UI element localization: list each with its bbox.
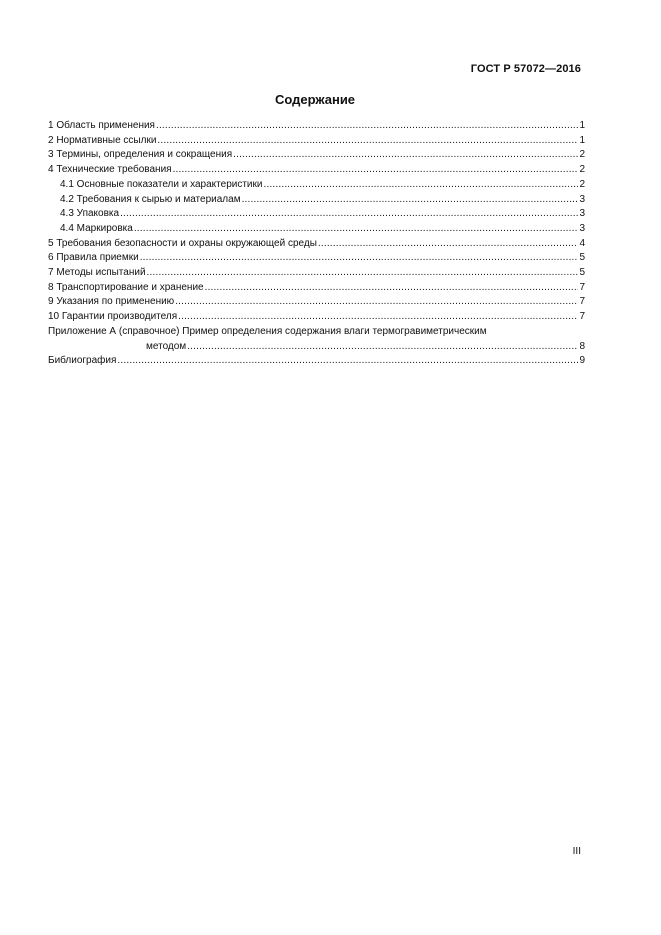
toc-entry-label: 8 Транспортирование и хранение [48,281,204,293]
toc-entry-label: 1 Область применения [48,120,155,131]
toc-entry-label: 4 Технические требования [48,164,172,176]
toc-bibliography-entry[interactable] [48,354,585,369]
toc-entry-label: 7 Методы испытаний [48,267,146,279]
toc-leader-dots [157,134,578,146]
toc-entry-label: 3 Термины, определения и сокращения [48,149,233,161]
toc-leader-dots [120,207,578,219]
toc-entry-label: 10 Гарантии производителя [48,311,178,323]
toc-entry-page: 8 [579,340,585,352]
toc-entry[interactable] [48,281,585,296]
toc-entry[interactable] [48,251,585,266]
toc-entry-page: 2 [579,149,585,161]
toc-entry-page: 1 [579,134,585,146]
toc-appendix-label-continued: методом [146,340,187,352]
toc-entry[interactable] [48,148,585,163]
document-code: ГОСТ Р 57072—2016 [470,63,581,75]
toc-entry[interactable] [48,295,585,310]
toc-entry-label: 6 Правила приемки [48,252,139,264]
toc-entry-label: 4.3 Упаковка [60,208,120,220]
toc-leader-dots [242,193,579,205]
toc-entry-page: 3 [579,222,585,234]
toc-subentry[interactable] [48,222,585,237]
toc-title: Содержание [274,92,356,107]
toc-entry-page: 5 [579,252,585,264]
toc-entry-page: 7 [579,296,585,308]
toc-appendix-continuation[interactable] [48,340,585,355]
page-number: III [572,846,581,857]
toc-entry[interactable] [48,134,585,149]
toc-leader-dots [175,295,578,307]
toc-leader-dots [178,310,578,322]
toc-entry[interactable] [48,163,585,178]
toc-entry-label: 5 Требования безопасности и охраны окружающей среды [48,237,317,249]
toc-subentry[interactable] [48,178,585,193]
toc-entry-page: 3 [579,193,585,205]
toc-entry[interactable] [48,310,585,325]
toc-appendix-entry[interactable] [48,325,585,340]
toc-entry-page: 2 [579,178,585,190]
toc-entry-page: 7 [579,281,585,293]
toc-appendix-label: Приложение А (справочное) Пример определения содержания влаги термогравиметрическим [48,325,487,337]
toc-leader-dots [140,251,579,263]
toc-entry-label: Библиография [48,355,117,367]
toc-entry-page: 9 [579,355,585,367]
toc-entry-label: 4.1 Основные показатели и характеристики [60,178,263,190]
toc-leader-dots [233,148,578,160]
toc-entry[interactable] [48,266,585,281]
toc-subentry[interactable] [48,193,585,208]
toc-leader-dots [156,119,578,131]
toc-entry-label: 4.2 Требования к сырью и материалам [60,193,241,205]
toc-leader-dots [205,281,579,293]
toc-leader-dots [187,340,578,352]
toc-subentry[interactable] [48,207,585,222]
toc-entry-page: 5 [579,267,585,279]
toc-entry-page: 4 [579,237,585,249]
toc-leader-dots [263,178,578,190]
toc-entry[interactable] [48,237,585,252]
toc-entry-page: 3 [579,208,585,220]
toc-entry[interactable] [48,119,585,134]
toc-entry-label: 9 Указания по применению [48,296,175,308]
toc-leader-dots [147,266,579,278]
toc-leader-dots [117,354,578,366]
toc-leader-dots [318,237,579,249]
toc-leader-dots [173,163,579,175]
toc-entry-page: 1 [579,120,585,131]
toc-entry-page: 2 [579,164,585,176]
toc-entry-page: 7 [579,311,585,323]
table-of-contents [48,119,585,369]
toc-leader-dots [134,222,579,234]
toc-entry-label: 2 Нормативные ссылки [48,134,157,146]
toc-entry-label: 4.4 Маркировка [60,222,133,234]
